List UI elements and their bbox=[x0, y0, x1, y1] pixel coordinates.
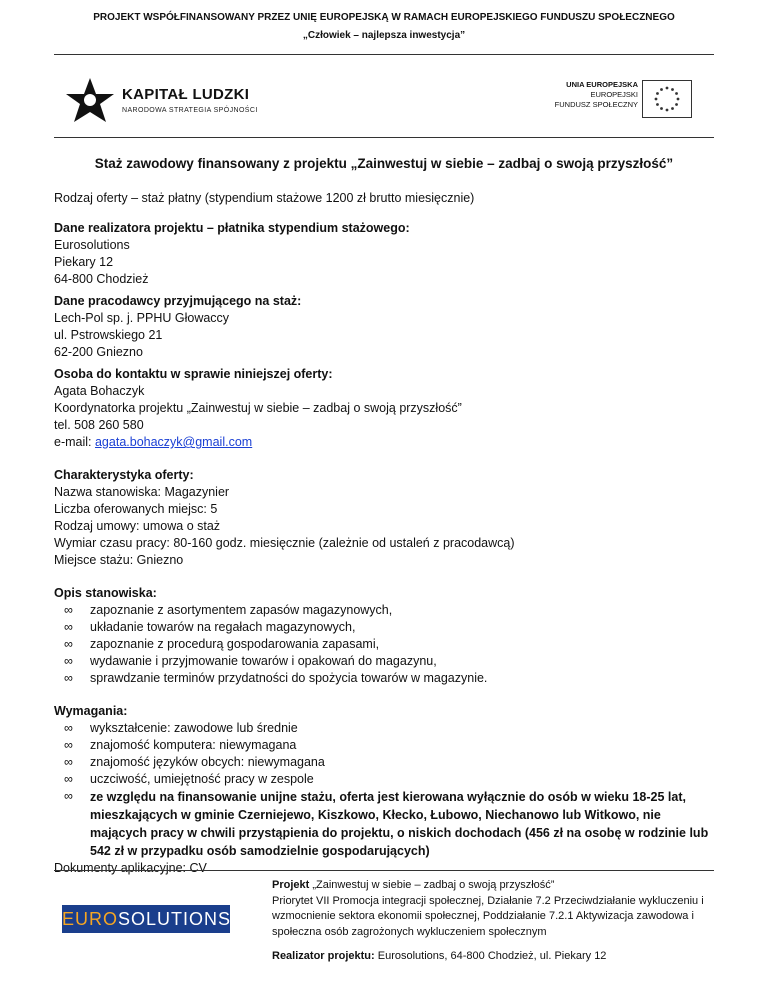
employer-line: Lech-Pol sp. j. PPHU Głowaccy bbox=[54, 311, 230, 325]
logo-euro: EURO bbox=[62, 909, 119, 929]
requirement-eligibility: ze względu na finansowanie unijne stażu, oferta jest kierowana wyłącznie do osób w wieku 18-25 lat, mieszkających w gminie Czerniejewo, Kiszkowo, Kłecko, Łubowo, Niechanowo lub Witkowo, nie mających pracy w chwili przystąpienia do projektu, o niskich dochodach (456 zł na osobę w rodzinie lub 542 zł w przypadku osób samodzielnie gospodarujących) bbox=[90, 790, 709, 858]
offer-title: Staż zawodowy finansowany z projektu „Zainwestuj w siebie – zadbaj o swoją przyszłość” bbox=[94, 156, 674, 171]
bullet-icon: ∞ bbox=[64, 721, 73, 735]
realizator-heading: Dane realizatora projektu – płatnika stypendium stażowego: bbox=[54, 221, 410, 235]
eu-star-icon bbox=[656, 103, 659, 106]
characteristics-line: Rodzaj umowy: umowa o staż bbox=[54, 519, 221, 533]
bullet-icon: ∞ bbox=[64, 738, 73, 752]
contact-heading: Osoba do kontaktu w sprawie niniejszej oferty: bbox=[54, 367, 333, 381]
footer-text bbox=[272, 878, 712, 965]
bullet-icon: ∞ bbox=[64, 637, 73, 651]
header-divider bbox=[54, 54, 714, 55]
eu-star-icon bbox=[656, 92, 659, 95]
characteristics-line: Miejsce stażu: Gniezno bbox=[54, 553, 184, 567]
footer-project-label: Projekt bbox=[272, 879, 310, 891]
footer-project bbox=[272, 878, 712, 894]
characteristics-heading: Charakterystyka oferty: bbox=[54, 468, 194, 482]
logo-solutions: SOLUTIONS bbox=[118, 909, 232, 929]
kapital-ludzki-logo bbox=[64, 76, 264, 128]
footer-realizator bbox=[272, 949, 712, 965]
eu-star-icon bbox=[675, 103, 678, 106]
bullet-icon: ∞ bbox=[64, 789, 73, 803]
requirement-item: znajomość języków obcych: niewymagana bbox=[90, 755, 325, 769]
description-heading: Opis stanowiska: bbox=[54, 586, 157, 600]
eu-text bbox=[518, 80, 638, 110]
bullet-icon: ∞ bbox=[64, 603, 73, 617]
eu-line-1: UNIA EUROPEJSKA bbox=[566, 80, 638, 89]
characteristics-line: Wymiar czasu pracy: 80-160 godz. miesięcznie (zależnie od ustaleń z pracodawcą) bbox=[54, 536, 515, 550]
employer-line: 62-200 Gniezno bbox=[54, 345, 143, 359]
description-item: zapoznanie z procedurą gospodarowania zapasami, bbox=[90, 637, 380, 651]
eurosolutions-logo bbox=[62, 905, 230, 933]
kapital-ludzki-subtitle: NARODOWA STRATEGIA SPÓJNOŚCI bbox=[122, 107, 258, 114]
characteristics-line: Nazwa stanowiska: Magazynier bbox=[54, 485, 230, 499]
eu-line-2: EUROPEJSKI bbox=[590, 90, 638, 99]
bullet-icon: ∞ bbox=[64, 620, 73, 634]
contact-email-link[interactable]: agata.bohaczyk@gmail.com bbox=[94, 435, 253, 449]
kapital-ludzki-emblem-icon bbox=[64, 76, 116, 128]
contact-role: Koordynatorka projektu „Zainwestuj w siebie – zadbaj o swoją przyszłość” bbox=[54, 401, 462, 415]
kapital-ludzki-title: KAPITAŁ LUDZKI bbox=[122, 86, 250, 103]
footer-divider bbox=[54, 870, 714, 871]
eu-star-icon bbox=[666, 109, 669, 112]
bullet-icon: ∞ bbox=[64, 772, 73, 786]
employer-heading: Dane pracodawcy przyjmującego na staż: bbox=[54, 294, 302, 308]
requirement-item: uczciwość, umiejętność pracy w zespole bbox=[90, 772, 314, 786]
description-item: sprawdzanie terminów przydatności do spożycia towarów w magazynie. bbox=[90, 671, 488, 685]
documents-line: Dokumenty aplikacyjne: CV bbox=[54, 861, 207, 875]
footer-priority: Priorytet VII Promocja integracji społecznej, Działanie 7.2 Przeciwdziałanie wykluczeniu i wzmocnienie sektora ekonomii społecznej, Poddziałanie 7.2.1 Aktywizacja zawodowa i społeczna osób zagrożonych wykluczeniem społecznym bbox=[272, 894, 704, 938]
contact-name: Agata Bohaczyk bbox=[54, 384, 145, 398]
eu-star-icon bbox=[655, 98, 658, 101]
bullet-icon: ∞ bbox=[64, 671, 73, 685]
eu-star-icon bbox=[660, 107, 663, 110]
eu-flag-icon bbox=[642, 80, 692, 118]
offer-type: Rodzaj oferty – staż płatny (stypendium stażowe 1200 zł brutto miesięcznie) bbox=[54, 191, 475, 205]
requirements-heading: Wymagania: bbox=[54, 704, 128, 718]
contact-email-label: e-mail: bbox=[54, 435, 95, 449]
eu-star-icon bbox=[675, 92, 678, 95]
bullet-icon: ∞ bbox=[64, 755, 73, 769]
eu-star-icon bbox=[671, 88, 674, 91]
bullet-icon: ∞ bbox=[64, 654, 73, 668]
requirement-item: wykształcenie: zawodowe lub średnie bbox=[90, 721, 298, 735]
contact-phone: tel. 508 260 580 bbox=[54, 418, 144, 432]
footer-realizator-label: Realizator projektu: bbox=[272, 950, 375, 962]
eu-star-icon bbox=[677, 98, 680, 101]
logo-divider bbox=[54, 137, 714, 138]
description-item: układanie towarów na regałach magazynowych, bbox=[90, 620, 356, 634]
eu-star-icon bbox=[666, 87, 669, 90]
eu-star-icon bbox=[660, 88, 663, 91]
header-line-1: PROJEKT WSPÓŁFINANSOWANY PRZEZ UNIĘ EUROPEJSKĄ W RAMACH EUROPEJSKIEGO FUNDUSZU SPOŁECZNEGO bbox=[93, 12, 675, 23]
employer-line: ul. Pstrowskiego 21 bbox=[54, 328, 163, 342]
requirement-item: znajomość komputera: niewymagana bbox=[90, 738, 297, 752]
description-item: zapoznanie z asortymentem zapasów magazynowych, bbox=[90, 603, 393, 617]
contact-email-row bbox=[54, 435, 252, 449]
header-line-2: „Człowiek – najlepsza inwestycja” bbox=[302, 30, 466, 41]
eu-logo bbox=[540, 80, 720, 120]
realizator-line: Eurosolutions bbox=[54, 238, 130, 252]
realizator-line: 64-800 Chodzież bbox=[54, 272, 149, 286]
characteristics-line: Liczba oferowanych miejsc: 5 bbox=[54, 502, 218, 516]
eu-star-icon bbox=[671, 107, 674, 110]
description-item: wydawanie i przyjmowanie towarów i opakowań do magazynu, bbox=[90, 654, 437, 668]
realizator-line: Piekary 12 bbox=[54, 255, 114, 269]
footer-project-name: „Zainwestuj w siebie – zadbaj o swoją przyszłość” bbox=[309, 879, 555, 891]
eu-line-3: FUNDUSZ SPOŁECZNY bbox=[554, 100, 638, 109]
footer-realizator-value: Eurosolutions, 64-800 Chodzież, ul. Piekary 12 bbox=[374, 950, 607, 962]
